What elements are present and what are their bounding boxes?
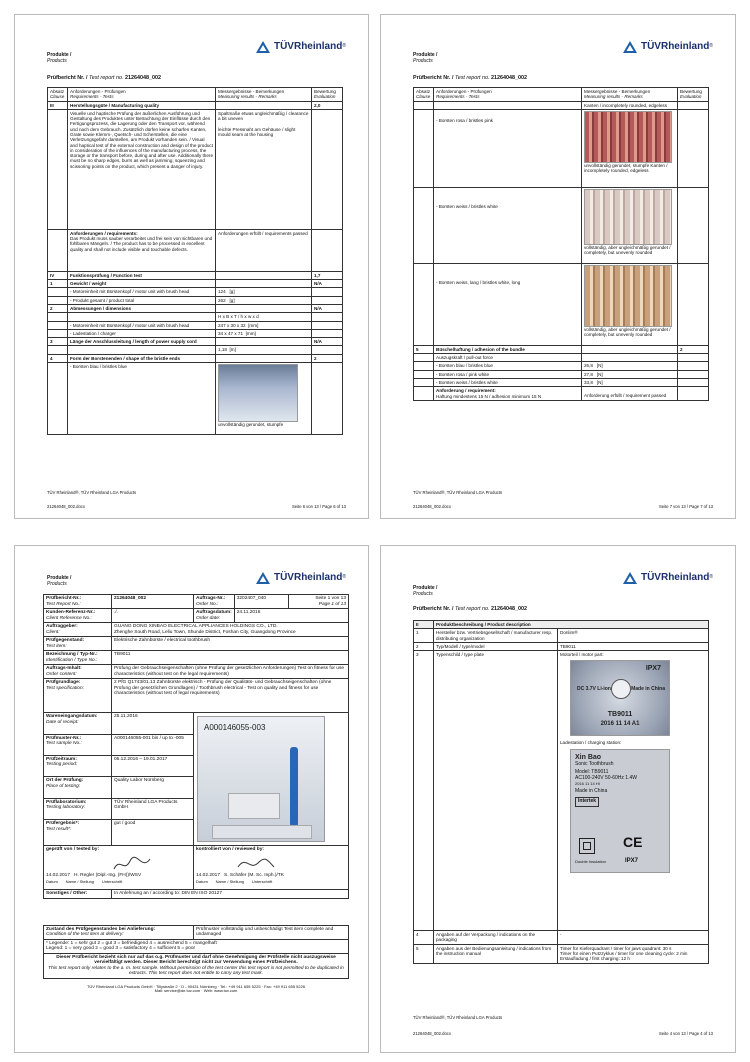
report-number: Prüfbericht Nr. / Test report no. 21264048_002 (47, 75, 161, 81)
report-page-7 (380, 14, 736, 519)
product-photo: A000146055-003 (197, 716, 325, 842)
tuv-logo: TÜVRheinland ® (623, 41, 713, 53)
tuv-triangle-icon (256, 572, 270, 584)
products-label: Produkte / Products (413, 585, 438, 597)
products-label: Produkte / Products (47, 52, 72, 64)
products-label: Produkte / Products (413, 52, 438, 64)
test-table: Absatz Clause Anforderungen - Prüfungen Requirements - Tests Messergebnisse - Bemerkungen Measuring results - Remarks Bewertung Evaluation Kanten / incompletely rounded, edgeless - Borsten rosa / bristles pink unvollständig gerundet, stumpfe Kanten / incompletely rounded, edgeless - Borsten weiss / bristles white vollständig, aber ungleichmäßig gerundet / completely, but unevenly rounded - Borsten weiss, lang / bristles white, long vollständig, aber ungleichmäßig gerundet / completely, but unevenly rounded 5 Büschelhaftung / adhesion of the bundle 2 Auszugskraft / pull-out force - Borsten blau / bristles blue 26,8 [N] - Borsten rosa / pink white 27,8 [N] - Borsten weiss / bristles white 33,8 [N] Anforderung / requirement: Haftung mindestens 15 N / adhesion minimum 15 N Anforderung erfüllt / requirement passed (413, 87, 709, 401)
signature-regler (112, 855, 152, 875)
product-description-table: II Produktbeschreibung / Product description 1 Hersteller bzw. Vertriebsgesellschaft / manufacturer resp. distributing organization Donlim® 2 Typ/Modell / type/model TB9011 3 Typenschild / type plate Motorteil / motor part: IPX7 DC 3.7V Li-ion Made in China TB9011 2016 11 14 A1 Ladestation / charging station: Xin Bao Sonic Toothbrush Model: TB9011 AC100-240V 50-60Hz 1.4W 2016 11 14 HI Made in China Intertek CE Double Insulation IPX7 4 Angaben auf der Verpackung / indications on the packaging - 5 Angaben aus der Bedienungsanleitung / indications from the instruction manual Timer für Kieferquadrant / timer for jaws quadrant: 30 s Timer für einen Putzzyklus / timer for one cleaning cycle: 2 min Erstaufladung / first charging: 12 h (413, 620, 709, 964)
tuv-triangle-icon (623, 41, 637, 53)
page-footer-file: 21264048_002.docx Seite 4 von 13 / Page 4 of 13 (413, 1031, 713, 1036)
tuv-triangle-icon (623, 572, 637, 584)
double-insulation-icon (579, 838, 595, 854)
bristles-blue-photo (218, 364, 298, 422)
report-cover-page (14, 545, 369, 1053)
bristles-pink-photo (584, 111, 672, 163)
charger-label-photo: Xin Bao Sonic Toothbrush Model: TB9011 AC100-240V 50-60Hz 1.4W 2016 11 14 HI Made in China Intertek CE Double Insulation IPX7 (570, 749, 670, 873)
page-footer-file: 21264048_002.docx Seite 7 von 13 / Page 7 of 13 (413, 504, 713, 509)
tuv-logo: TÜVRheinland ® (623, 572, 713, 584)
page-footer: TÜV Rheinland®, TÜV Rheinland LGA Products (413, 1015, 503, 1020)
page-footer-file: 21264048_002.docx Seite 6 von 13 / Page 6 of 13 (47, 504, 346, 509)
report-page-4 (380, 545, 736, 1053)
products-label: Produkte / Products (47, 575, 72, 587)
report-number: Prüfbericht Nr. / Test report no. 21264048_002 (413, 75, 527, 81)
signature-schaefer (236, 855, 276, 873)
tuv-logo: TÜVRheinland ® (256, 572, 346, 584)
tuv-triangle-icon (256, 41, 270, 53)
page-footer: TÜV Rheinland®, TÜV Rheinland LGA Products (413, 490, 503, 495)
test-table: Absatz Clause Anforderungen - Prüfungen Requirements - Tests Messergebnisse - Bemerkungen Measuring results - Remarks Bewertung Evaluation III Herstellungsgüte / Manufacturing quality 2,0 Visuelle und haptische Prüfung der äußerlichen Ausführung und Gestaltung des Produktes unter Betrachtung der Einflüsse durch den Fertigungsprozess, die Lagerung oder den Transport vor, während und nach dem Gebrauch. Zusätzlich dürfen keine scharfen Kanten, Grate sowie Klemm-, Quetsch- und Scherstellen, die eine Verletzungsgefahr darstellen, am Produkt vorhanden sein. / Visual and haptical test of the external construction and design of the product in consideration of the influences of the manufacturing process, the storage or the transport before, during and after use. Additionally there must be no sharp edges, burrs as well as jamming, squeezing and scissoring points on the product, which present a danger of injury. Spaltmaße etwas ungleichmäßig / clearance a bit uneven leichte Pressnaht am Gehäuse / slight mould seam at the housing Anforderungen / requirements: Das Produkt muss sauber verarbeitet und frei sein von sichtbaren und fühlbaren Mängeln. / The product has to be processed in excellent quality and shall not include visible and touchable defects. Anforderungen erfüllt / requirements passed IV Funktionsprüfung / Function test 1,7 1 Gewicht / weight N/A - Motoreinheit mit Bürstenkopf / motor unit with brush head 124 [g] - Produkt gesamt / product total 262 [g] 2 Abmessungen / dimensions N/A H x B x T / h x w x d - Motoreinheit mit Bürstenkopf / motor unit with brush head 247 x 30 x 32 [mm] - Ladestation / charger 34 x 47 x 71 [mm] 3 Länge der Anschlussleitung / length of power supply cord N/A 1,18 [m] 4 Form der Borstenenden / shape of the bristle ends 2 - Borsten blau / bristles blue unvollständig gerundet, stumpfe (47, 87, 343, 435)
report-number: Prüfbericht Nr. / Test report no. 21264048_002 (413, 606, 527, 612)
cover-table: Prüfbericht-Nr.: Test Report No.: 21264048_002 Auftrags-Nr.: Order No.: 3202407_040 Seite 1 von 13 Page 1 of 13 Kunden-Referenz-Nr.: Client Reference No.: ./. Auftragsdatum: Order date: 24.11.2016 Auftraggeber: Client: GUANG DONG XINBAO ELECTRICAL APPLIANCES HOLDINGS CO., LTD. Zhenghe South Road, Leliu Town, Shunde District, Foshan City, Guangdong Province Prüfgegenstand: Test item: Elektrische Zahnbürste / electrical toothbrush Bezeichnung / Typ-Nr.: Identification / Type No.: TB9011 Auftrags-Inhalt: Order content: Prüfung der Gebrauchseigenschaften (ohne Prüfung der gesetzlichen Anforderungen) Test on fitness for use characteristics (without test on the legal requirements) Prüfgrundlage: Test specification: 2 PfG Q1743/01.13 Zahnbürste elektrisch - Prüfung der Qualitäts- und Gebrauchseigenschaften (ohne Prüfung der gesetzlichen Grundlagen) / Toothbrush electrical - Test on quality and fitness for use characteristics (without test of legal requirements) Wareneingangsdatum: Date of receipt: 25.11.2016 A000146055-003 Prüfmuster-Nr.: Test sample No.: A000146055-001 bis / up to -005 Prüfzeitraum: Testing period: 05.12.2016 – 19.01.2017 Ort der Prüfung: Place of testing: Quality Labor Nürnberg Prüflaboratorium: Testing laboratory: TÜV Rheinland LGA Products GmbH Prüfergebnis*: Test result*: gut / good geprüft von / tested by: 14.02.2017 H. Regler (Dipl.-Ing. (FH))/WSV Datum Name / Stellung Unterschrift kontrolliert von / reviewed by: 14.02.2017 S. Schäfer (M. Sc. Inph.)/TK Datum Name / Stellung Unterschrift Sonstiges / Other: In Anlehnung an / according to: DIN EN ISO 20127 Zustand des Prüfgegenstandes bei Anlieferung: Condition of the test item at delivery: Prüfmuster vollständig und unbeschädigt Test item complete and undamaged * Legende: 1 = sehr gut 2 = gut 3 = befriedigend 4 = ausreichend 5 = mangelhaft Legend: 1 = very good 2 = good 3 = satisfactory 4 = sufficient 5 = poor Dieser Prüfbericht bezieht sich nur auf das o.g. Prüfmuster und darf ohne Genehmigung der Prüfstelle nicht auszugsweise vervielfältigt werden. Dieser Bericht berechtigt nicht zur Verwendung eines Prüfzeichens. This test report only relates to the a. m. test sample. Without permission of the test center this test report is not permitted to be duplicated in extracts. This test report does not entitle to carry any test mark. TÜV Rheinland LGA Products GmbH · Tillystraße 2 · D - 90431 Nürnberg · Tel.: +49 911 655 5225 · Fax: +49 911 655 5226 Mail: service@de.tuv.com · Web: www.tuv.com (43, 594, 349, 994)
bristles-long-photo (584, 265, 672, 327)
bristles-white-photo (584, 189, 672, 245)
report-page-6 (14, 14, 369, 519)
tuv-logo: TÜVRheinland ® (256, 41, 346, 53)
page-footer: TÜV Rheinland®, TÜV Rheinland LGA Products (47, 490, 137, 495)
motor-type-plate-photo: IPX7 DC 3.7V Li-ion Made in China TB9011 2016 11 14 A1 (570, 660, 670, 736)
